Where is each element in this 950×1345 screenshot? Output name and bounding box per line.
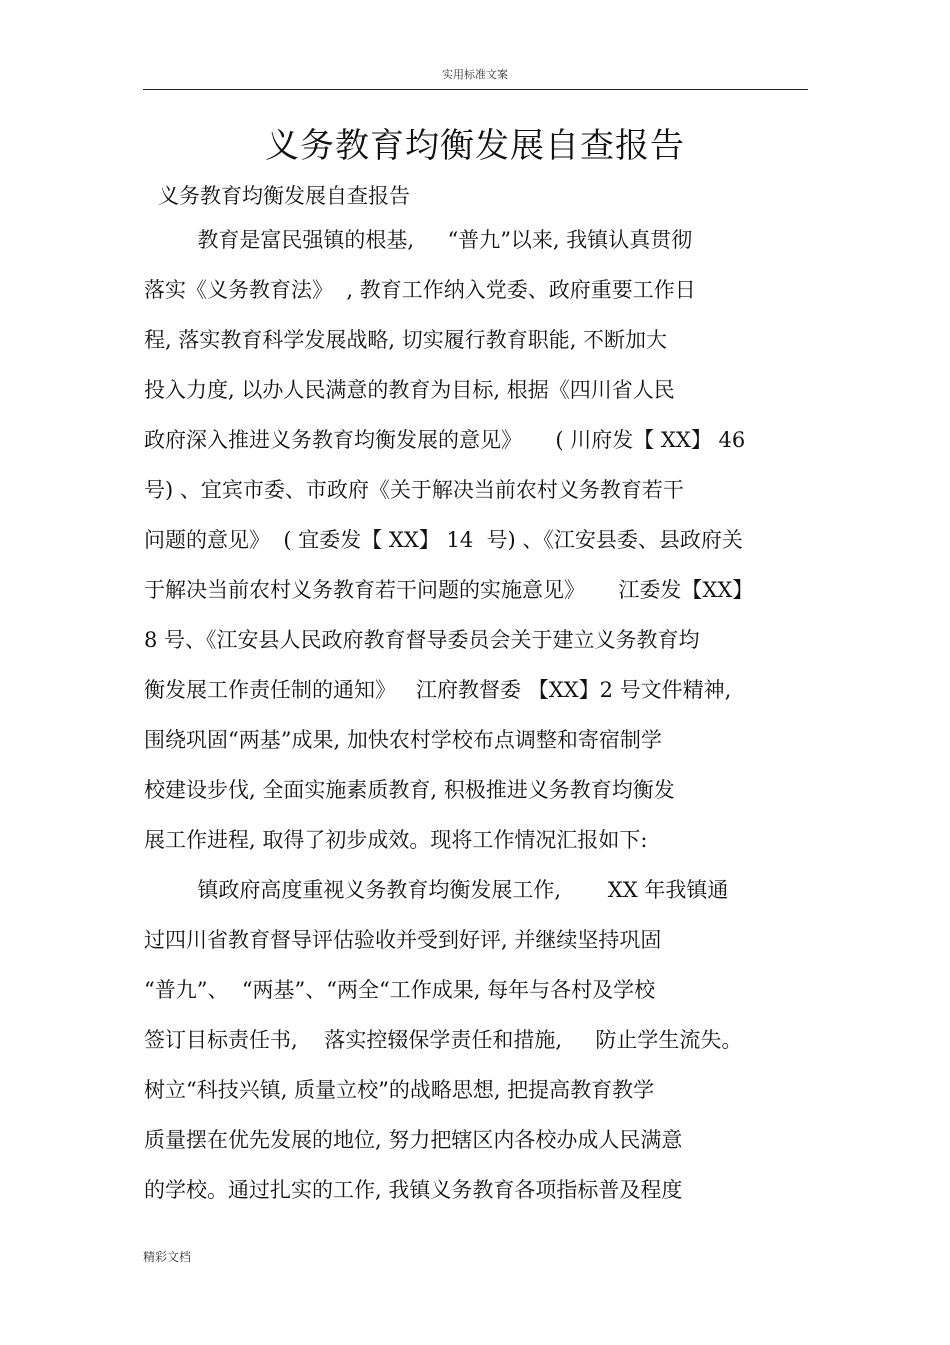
body-line: 落实《义务教育法》 , 教育工作纳入党委、政府重要工作日 (144, 278, 696, 302)
body-line: 问题的意见》 ( 宜委发【 XX】 14 号) 、《江安县委、县政府关 (144, 528, 743, 552)
body-line: 签订目标责任书, 落实控辍保学责任和措施, 防止学生流失。 (144, 1028, 743, 1052)
body-line: 镇政府高度重视义务教育均衡发展工作, XX 年我镇通 (144, 878, 729, 902)
body-line: 展工作进程, 取得了初步成效。现将工作情况汇报如下: (144, 828, 648, 852)
body-line: 政府深入推进义务教育均衡发展的意见》 ( 川府发【 XX】 46 (144, 428, 746, 452)
body-line: 过四川省教育督导评估验收并受到好评, 并继续坚持巩固 (144, 928, 662, 952)
body-line: 校建设步伐, 全面实施素质教育, 积极推进义务教育均衡发 (144, 778, 675, 802)
document-title: 义务教育均衡发展自查报告 (265, 126, 685, 166)
body-line: 程, 落实教育科学发展战略, 切实履行教育职能, 不断加大 (144, 328, 668, 352)
body-line: 围绕巩固“两基”成果, 加快农村学校布点调整和寄宿制学 (144, 728, 662, 752)
body-line: 于解决当前农村义务教育若干问题的实施意见》 江委发【XX】 (144, 578, 754, 602)
page-footer: 精彩文档 (143, 1250, 192, 1264)
body-line: 的学校。通过扎实的工作, 我镇义务教育各项指标普及程度 (144, 1178, 683, 1202)
body-line: 衡发展工作责任制的通知》 江府教督委 【XX】2 号文件精神, (144, 678, 732, 702)
header-divider (143, 89, 808, 90)
body-line: 教育是富民强镇的根基, “普九”以来, 我镇认真贯彻 (144, 228, 693, 252)
body-line: 树立“科技兴镇, 质量立校”的战略思想, 把提高教育教学 (144, 1078, 655, 1102)
document-subtitle: 义务教育均衡发展自查报告 (158, 184, 410, 208)
page-header: 实用标准文案 (442, 68, 508, 81)
body-line: “普九”、 “两基”、“两全“工作成果, 每年与各村及学校 (144, 978, 656, 1002)
body-line: 8 号、《江安县人民政府教育督导委员会关于建立义务教育均 (144, 628, 700, 652)
body-line: 投入力度, 以办人民满意的教育为目标, 根据《四川省人民 (144, 378, 675, 402)
body-line: 号) 、宜宾市委、市政府《关于解决当前农村义务教育若干 (144, 478, 684, 502)
body-line: 质量摆在优先发展的地位, 努力把辖区内各校办成人民满意 (144, 1128, 683, 1152)
